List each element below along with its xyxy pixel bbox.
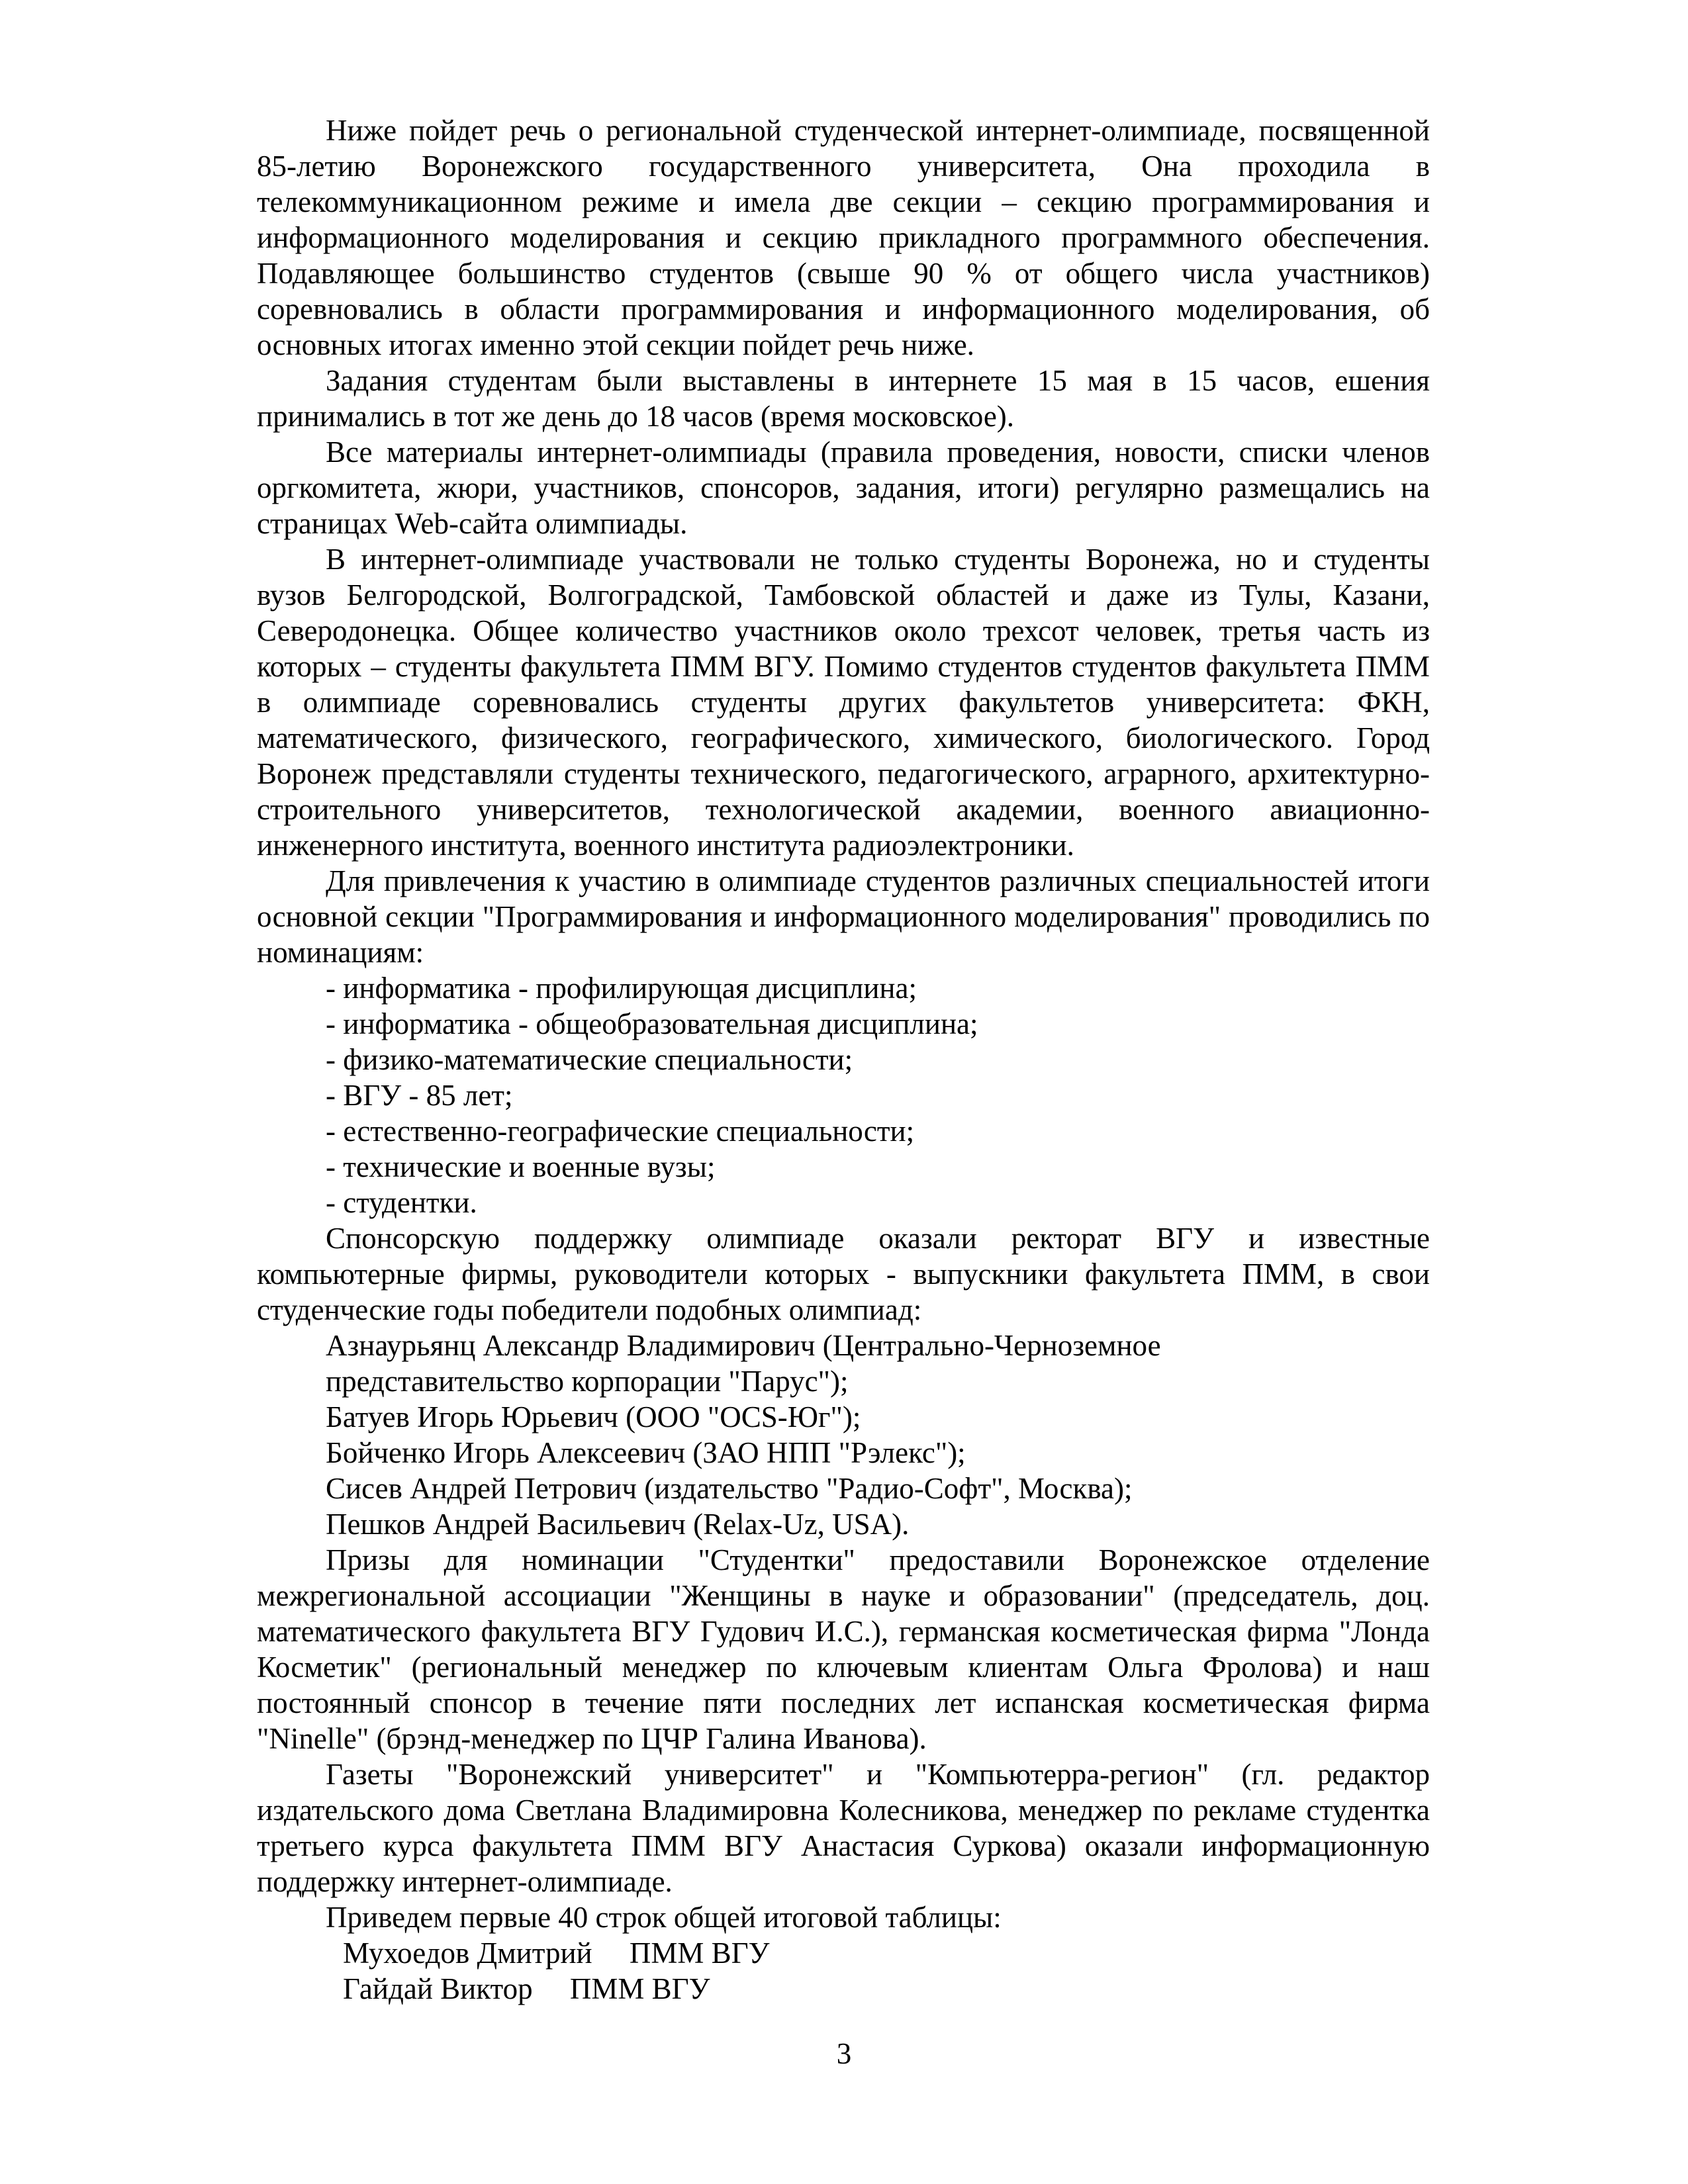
paragraph-tasks: Задания студентам были выставлены в интернете 15 мая в 15 часов, ешения принимались в тот же день до 18 часов (время московское). bbox=[257, 364, 1430, 433]
paragraph-participants: В интернет-олимпиаде участвовали не только студенты Воронежа, но и студенты вузов Белгородской, Волгоградской, Тамбовской областей и даже из Тулы, Казани, Северодонецка. Общее количество участников около трехсот человек, третья часть из которых – студенты факультета ПММ ВГУ. Помимо студентов студентов факультета ПММ в олимпиаде соревновались студенты других факультетов университета: ФКН, математического, физического, географического, химического, биологического. Город Воронеж представляли студенты технического, педагогического, аграрного, архитектурно-строительного университетов, технологической академии, военного авиационно-инженерного института, военного института радиоэлектроники. bbox=[257, 543, 1430, 862]
paragraph-sponsors-intro: Спонсорскую поддержку олимпиаде оказали ректорат ВГУ и известные компьютерные фирмы, руководители которых - выпускники факультета ПММ, в свои студенческие годы победители подобных олимпиад: bbox=[257, 1222, 1430, 1326]
nomination-item: - физико-математические специальности; bbox=[326, 1043, 853, 1076]
results-table bbox=[257, 1935, 1430, 2007]
document-page bbox=[257, 113, 1430, 2007]
paragraph-results-intro: Приведем первые 40 строк общей итоговой таблицы: bbox=[326, 1901, 1002, 1934]
sponsor-line: Азнаурьянц Александр Владимирович (Центрально-Черноземное bbox=[326, 1329, 1161, 1362]
paragraph-nominations-intro: Для привлечения к участию в олимпиаде студентов различных специальностей итоги основной секции "Программирования и информационного моделирования" проводились по номинациям: bbox=[257, 864, 1430, 969]
nomination-item: - студентки. bbox=[326, 1186, 477, 1219]
nomination-item: - технические и военные вузы; bbox=[326, 1150, 716, 1183]
nomination-item: - информатика - общеобразовательная дисциплина; bbox=[326, 1007, 978, 1040]
nomination-item: - ВГУ - 85 лет; bbox=[326, 1079, 513, 1112]
paragraph-materials: Все материалы интернет-олимпиады (правила проведения, новости, списки членов оргкомитета, жюри, участников, спонсоров, задания, итоги) регулярно размещались на страницах Web-сайта олимпиады. bbox=[257, 435, 1430, 540]
paragraph-prizes: Призы для номинации "Студентки" предоставили Воронежское отделение межрегиональной ассоциации "Женщины в науке и образовании" (председатель, доц. математического факультета ВГУ Гудович И.С.), германская косметическая фирма "Лонда Косметик" (региональный менеджер по ключевым клиентам Ольга Фролова) и наш постоянный спонсор в течение пяти последних лет испанская косметическая фирма "Ninelle" (брэнд-менеджер по ЦЧР Галина Иванова). bbox=[257, 1543, 1430, 1755]
page-number: 3 bbox=[836, 2037, 852, 2070]
nomination-item: - информатика - профилирующая дисциплина; bbox=[326, 972, 917, 1005]
paragraph-intro: Ниже пойдет речь о региональной студенческой интернет-олимпиаде, посвященной 85-летию Воронежского государственного университета, Она проходила в телекоммуникационном режиме и имела две секции – секцию программирования и информационного моделирования и секцию прикладного программного обеспечения. Подавляющее большинство студентов (свыше 90 % от общего числа участников) соревновались в области программирования и информационного моделирования, об основных итогах именно этой секции пойдет речь ниже. bbox=[257, 114, 1430, 361]
sponsor-line: Пешков Андрей Васильевич (Relax-Uz, USA). bbox=[326, 1508, 910, 1541]
result-row: Мухоедов Дмитрий ПММ ВГУ bbox=[343, 1936, 770, 1970]
sponsor-line: Сисев Андрей Петрович (издательство "Радио-Софт", Москва); bbox=[326, 1472, 1133, 1505]
sponsors-list bbox=[257, 1328, 1430, 1542]
sponsor-line: Батуев Игорь Юрьевич (ООО "OCS-Юг"); bbox=[326, 1400, 861, 1433]
result-row: Гайдай Виктор ПММ ВГУ bbox=[343, 1972, 710, 2005]
nomination-item: - естественно-географические специальности; bbox=[326, 1115, 915, 1148]
sponsor-line: представительство корпорации "Парус"); bbox=[326, 1365, 849, 1398]
nominations-list bbox=[257, 970, 1430, 1220]
paragraph-media: Газеты "Воронежский университет" и "Компьютерра-регион" (гл. редактор издательского дома Светлана Владимировна Колесникова, менеджер по рекламе студентка третьего курса факультета ПММ ВГУ Анастасия Суркова) оказали информационную поддержку интернет-олимпиаде. bbox=[257, 1758, 1430, 1898]
sponsor-line: Бойченко Игорь Алексеевич (ЗАО НПП "Рэлекс"); bbox=[326, 1436, 966, 1469]
